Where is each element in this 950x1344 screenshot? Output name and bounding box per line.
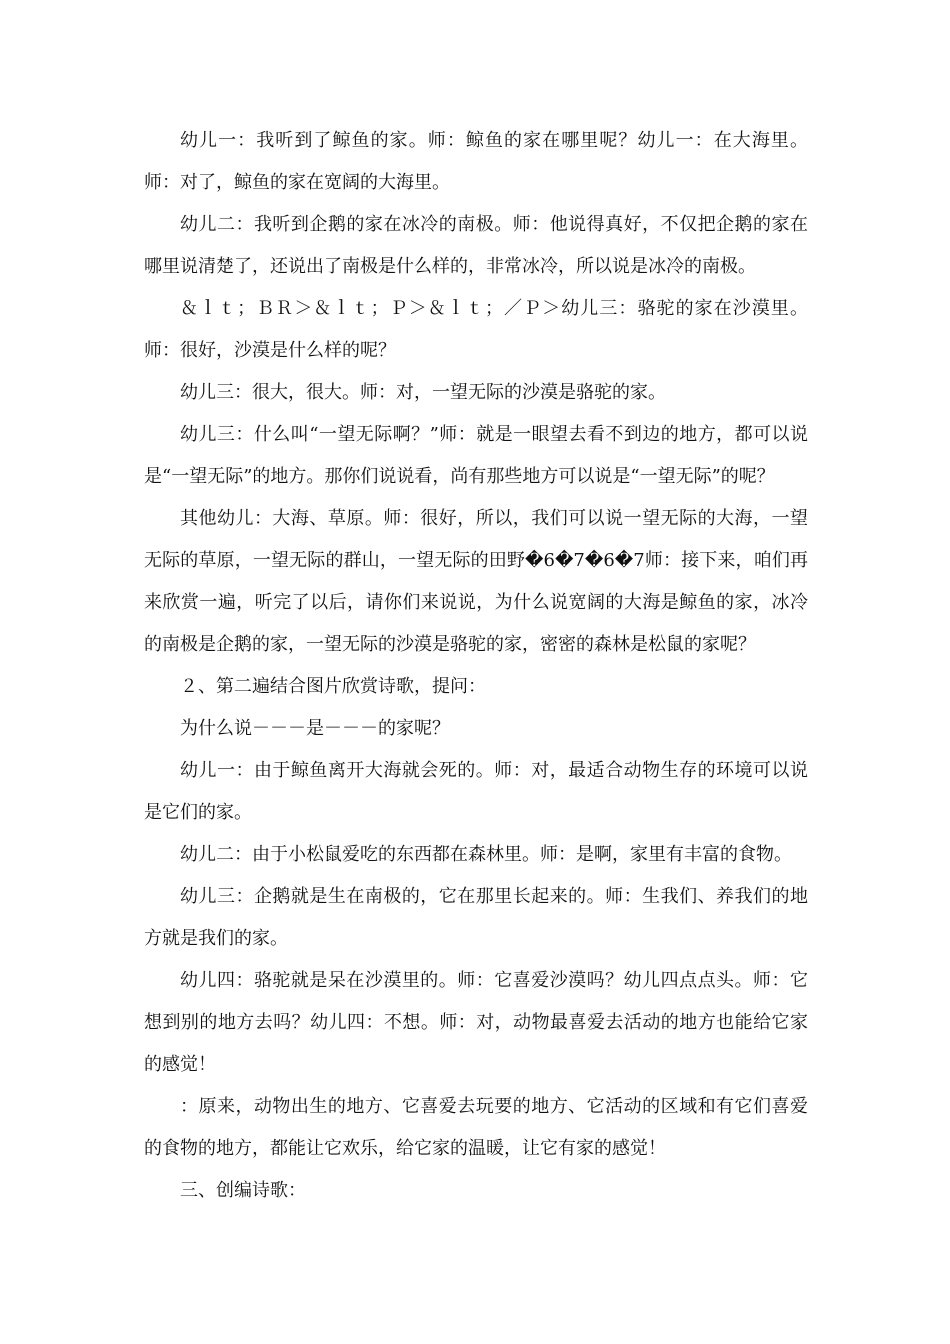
section-heading: 三、创编诗歌： — [180, 1180, 306, 1201]
paragraph: ：原来，动物出生的地方、它喜爱去玩要的地方、它活动的区域和有它们喜爱的食物的地方，都能让它欢乐，给它家的温暖，让它有家的感觉！ — [144, 1096, 808, 1159]
paragraph: 幼儿四：骆驼就是呆在沙漠里的。师：它喜爱沙漠吗？幼儿四点点头。师：它想到别的地方去吗？幼儿四：不想。师：对，动物最喜爱去活动的地方也能给它家的感觉！ — [144, 970, 808, 1075]
document-body — [144, 120, 808, 1212]
paragraph: 幼儿三：很大，很大。师：对，一望无际的沙漠是骆驼的家。 — [180, 382, 666, 403]
paragraph: 幼儿一：我听到了鲸鱼的家。师：鲸鱼的家在哪里呢？幼儿一：在大海里。师：对了，鲸鱼的家在宽阔的大海里。 — [144, 130, 808, 193]
paragraph: ＆ｌｔ；ＢＲ＞＆ｌｔ；Ｐ＞＆ｌｔ；／Ｐ＞幼儿三：骆驼的家在沙漠里。师：很好，沙漠是什么样的呢？ — [144, 298, 808, 361]
paragraph: 幼儿三：什么叫“一望无际啊？”师：就是一眼望去看不到边的地方，都可以说是“一望无际”的地方。那你们说说看，尚有那些地方可以说是“一望无际”的呢？ — [144, 424, 808, 487]
paragraph: 为什么说－－－是－－－的家呢？ — [180, 718, 450, 739]
paragraph: 幼儿二：我听到企鹅的家在冰冷的南极。师：他说得真好，不仅把企鹅的家在哪里说清楚了，还说出了南极是什么样的，非常冰冷，所以说是冰冷的南极。 — [144, 214, 808, 277]
paragraph: ２、第二遍结合图片欣赏诗歌，提问： — [180, 676, 486, 697]
paragraph: 幼儿二：由于小松鼠爱吃的东西都在森林里。师：是啊，家里有丰富的食物。 — [180, 844, 792, 865]
paragraph: 幼儿三：企鹅就是生在南极的，它在那里长起来的。师：生我们、养我们的地方就是我们的家。 — [144, 886, 808, 949]
paragraph: 幼儿一：由于鲸鱼离开大海就会死的。师：对，最适合动物生存的环境可以说是它们的家。 — [144, 760, 808, 823]
paragraph: 其他幼儿：大海、草原。师：很好，所以，我们可以说一望无际的大海，一望无际的草原，一望无际的群山，一望无际的田野�6�7�6�7师：接下来，咱们再来欣赏一遍，听完了以后，请你们来说说，为什么说宽阔的大海是鲸鱼的家，冰冷的南极是企鹅的家，一望无际的沙漠是骆驼的家，密密的森林是松鼠的家呢？ — [144, 508, 808, 655]
